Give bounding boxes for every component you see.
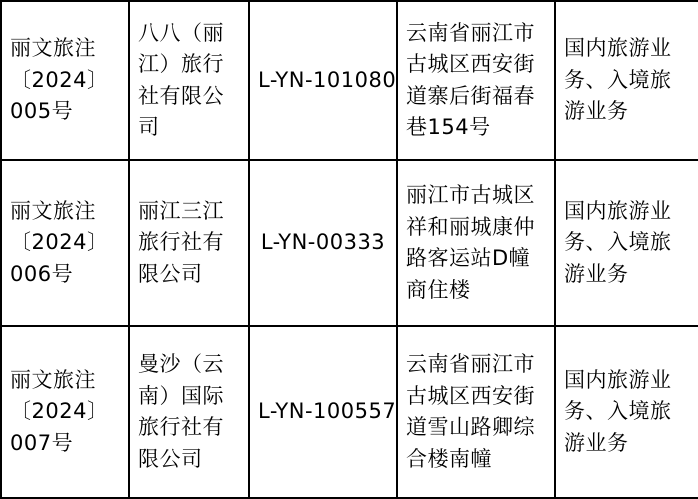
- table-row: [1, 160, 698, 326]
- cell-license-number: L-YN-00333: [249, 160, 397, 326]
- cell-business-scope: 国内旅游业务、入境旅游业务: [555, 326, 698, 498]
- cell-agency-name: 八八（丽江）旅行社有限公司: [129, 1, 249, 160]
- cell-address: 云南省丽江市古城区西安街道雪山路卿综合楼南幢: [397, 326, 555, 498]
- cell-registration-code: 丽文旅注〔2024〕006号: [1, 160, 129, 326]
- cell-registration-code: 丽文旅注〔2024〕005号: [1, 1, 129, 160]
- cell-agency-name: 丽江三江旅行社有限公司: [129, 160, 249, 326]
- cell-address: 云南省丽江市古城区西安街道寨后街福春巷154号: [397, 1, 555, 160]
- cell-registration-code: 丽文旅注〔2024〕007号: [1, 326, 129, 498]
- cell-business-scope: 国内旅游业务、入境旅游业务: [555, 160, 698, 326]
- cell-license-number: L-YN-100557: [249, 326, 397, 498]
- table-row: [1, 326, 698, 498]
- table-row: [1, 1, 698, 160]
- cell-agency-name: 曼沙（云南）国际旅行社有限公司: [129, 326, 249, 498]
- cell-business-scope: 国内旅游业务、入境旅游业务: [555, 1, 698, 160]
- cell-address: 丽江市古城区祥和丽城康仲路客运站D幢商住楼: [397, 160, 555, 326]
- cell-license-number: L-YN-101080: [249, 1, 397, 160]
